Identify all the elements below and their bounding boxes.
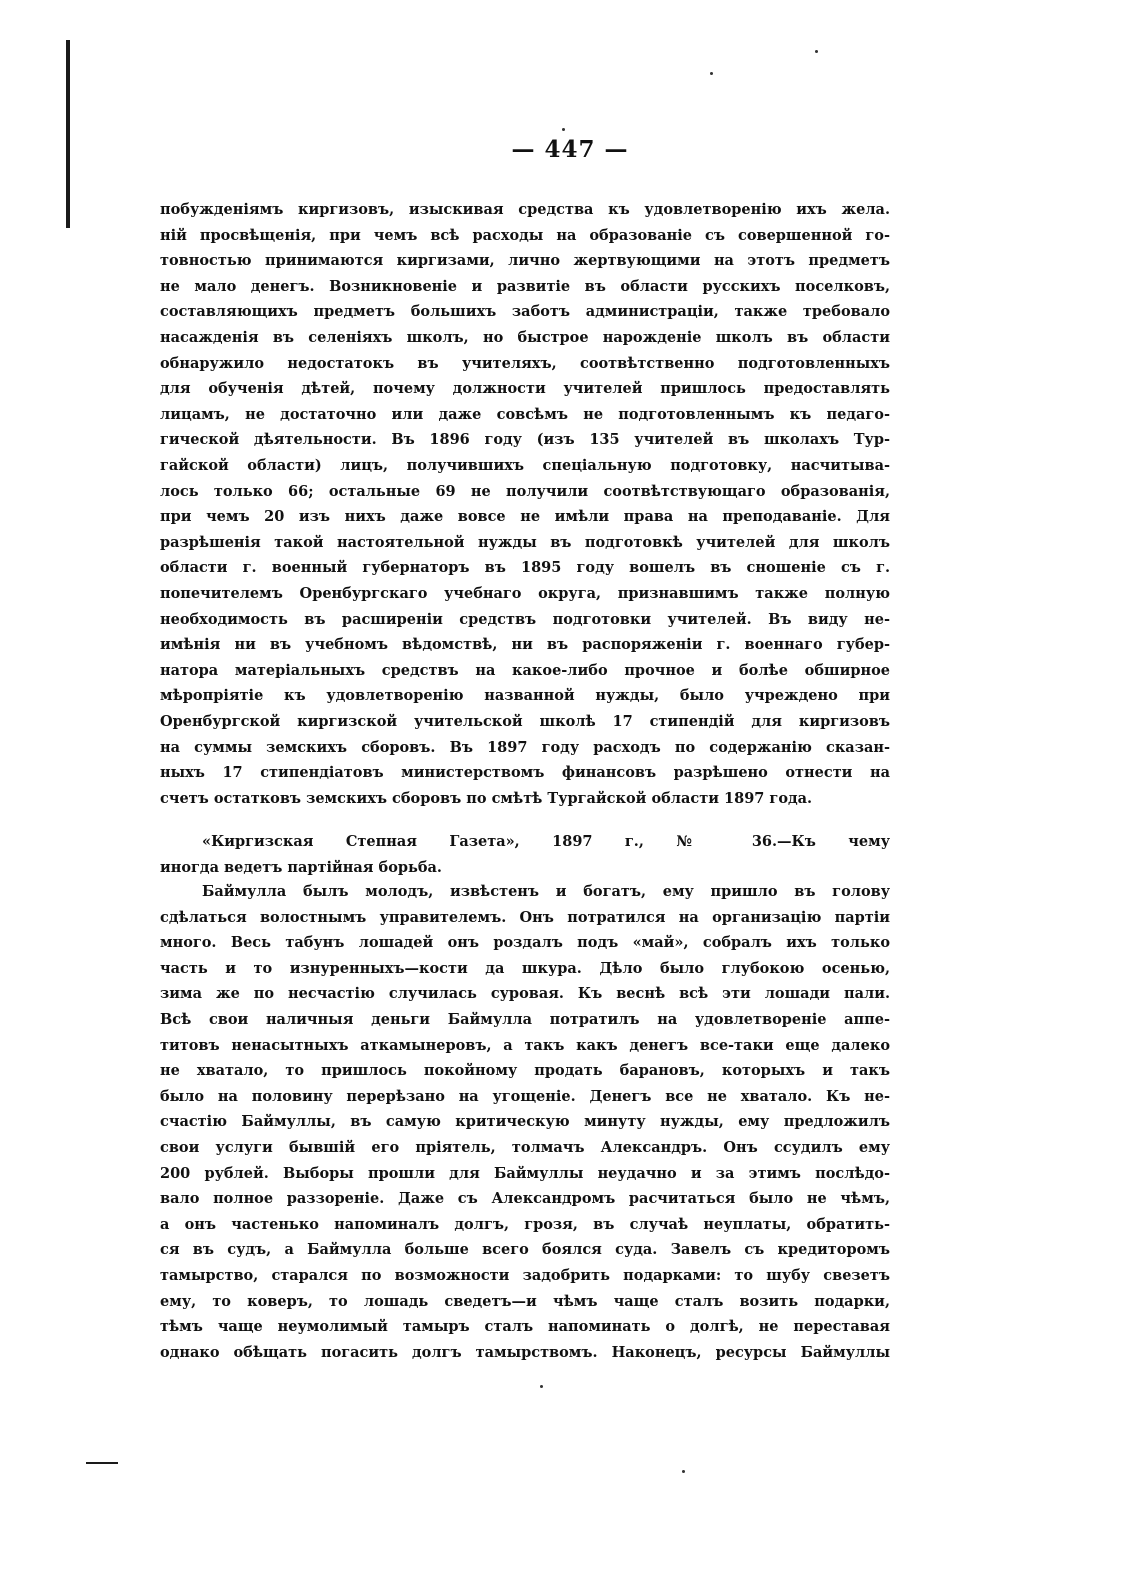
text-line: ній просвѣщенія, при чемъ всѣ расходы на образованіе съ совершенной го-	[160, 226, 890, 244]
text-line: много. Весь табунъ лошадей онъ роздалъ подъ «май», собралъ ихъ только	[160, 934, 890, 952]
text-line: разрѣшенія такой настоятельной нужды въ подготовкѣ учителей для школъ	[160, 533, 890, 551]
text-line: на суммы земскихъ сборовъ. Въ 1897 году расходъ по содержанію сказан-	[160, 738, 890, 756]
text-line: области г. военный губернаторъ въ 1895 году вошелъ въ сношеніе съ г.	[160, 559, 890, 577]
text-line: однако обѣщать погасить долгъ тамырствомъ. Наконецъ, ресурсы Баймуллы	[160, 1343, 890, 1361]
text-line: попечителемъ Оренбургскаго учебнаго округа, признавшимъ также полную	[160, 585, 890, 602]
text-line: обнаружило недостатокъ въ учителяхъ, соотвѣтственно подготовленныхъ	[160, 354, 890, 372]
scan-speck	[540, 1385, 543, 1388]
text-line: ему, то коверъ, то лошадь сведетъ—и чѣмъ чаще сталъ возить подарки,	[160, 1292, 890, 1310]
text-line: счастію Баймуллы, въ самую критическую минуту нужды, ему предложилъ	[160, 1113, 890, 1131]
text-line: титовъ ненасытныхъ аткамынеровъ, а такъ какъ денегъ все-таки еще далеко	[160, 1036, 890, 1054]
text-line: составляющихъ предметъ большихъ заботъ администраціи, также требовало	[160, 303, 890, 321]
text-line: при чемъ 20 изъ нихъ даже вовсе не имѣли права на преподаваніе. Для	[160, 508, 890, 526]
text-line: а онъ частенько напоминалъ долгъ, грозя, въ случаѣ неуплаты, обратить-	[160, 1215, 890, 1233]
margin-rule	[66, 40, 70, 228]
text-line: тѣмъ чаще неумолимый тамыръ сталъ напоминать о долгѣ, не переставая	[160, 1318, 890, 1336]
text-line: тамырство, старался по возможности задобрить подарками: то шубу свезетъ	[160, 1267, 890, 1284]
text-line: часть и то изнуренныхъ—кости да шкура. Дѣло было глубокою осенью,	[160, 959, 890, 977]
text-line: вало полное раззореніе. Даже съ Александромъ расчитаться было не чѣмъ,	[160, 1190, 890, 1208]
scan-speck	[710, 72, 713, 75]
corner-dash	[86, 1462, 118, 1464]
text-line: мѣропріятіе къ удовлетворенію названной нужды, было учреждено при	[160, 687, 890, 705]
text-line: ся въ судъ, а Баймулла больше всего боялся суда. Завелъ съ кредиторомъ	[160, 1241, 890, 1259]
text-line: лицамъ, не достаточно или даже совсѣмъ не подготовленнымъ къ педаго-	[160, 405, 890, 423]
text-line: сдѣлаться волостнымъ управителемъ. Онъ потратился на организацію партіи	[160, 908, 890, 926]
scan-speck	[682, 1470, 685, 1473]
text-line: побужденіямъ киргизовъ, изыскивая средства къ удовлетворенію ихъ жела.	[160, 201, 890, 218]
scan-speck	[562, 128, 565, 131]
page-number: — 447 —	[511, 136, 629, 163]
text-line: необходимость въ расширеніи средствъ подготовки учителей. Въ виду не-	[160, 610, 890, 628]
text-line: гайской области) лицъ, получившихъ спеціальную подготовку, насчитыва-	[160, 457, 890, 474]
text-line: имѣнія ни въ учебномъ вѣдомствѣ, ни въ распоряженіи г. военнаго губер-	[160, 636, 890, 654]
text-line: ныхъ 17 стипендіатовъ министерствомъ финансовъ разрѣшено отнести на	[160, 764, 890, 782]
scan-speck	[815, 50, 818, 53]
text-line: 200 рублей. Выборы прошли для Баймуллы неудачно и за этимъ послѣдо-	[160, 1164, 890, 1182]
text-line: Всѣ свои наличныя деньги Баймулла потратилъ на удовлетвореніе аппе-	[160, 1011, 890, 1028]
text-line: свои услуги бывшій его пріятель, толмачъ Александръ. Онъ ссудилъ ему	[160, 1139, 890, 1156]
text-line: товностью принимаются киргизами, лично жертвующими на этотъ предметъ	[160, 252, 890, 270]
text-line: счетъ остатковъ земскихъ сборовъ по смѣтѣ Тургайской области 1897 года.	[160, 789, 813, 807]
text-line: зима же по несчастію случилась суровая. Къ веснѣ всѣ эти лошади пали.	[160, 985, 890, 1003]
text-line: не хватало, то пришлось покойному продать барановъ, которыхъ и такъ	[160, 1062, 890, 1080]
text-line: для обученія дѣтей, почему должности учителей пришлось предоставлять	[160, 380, 890, 398]
text-line: не мало денегъ. Возникновеніе и развитіе въ области русскихъ поселковъ,	[160, 277, 890, 295]
text-line: иногда ведетъ партійная борьба.	[160, 858, 442, 876]
text-line: насажденія въ селеніяхъ школъ, но быстрое нарожденіе школъ въ области	[160, 329, 890, 346]
text-line: Баймулла былъ молодъ, извѣстенъ и богатъ, ему пришло въ голову	[202, 883, 890, 900]
text-line: лось только 66; остальные 69 не получили соотвѣтствующаго образованія,	[160, 482, 890, 500]
text-line: Оренбургской киргизской учительской школѣ 17 стипендій для киргизовъ	[160, 713, 890, 730]
text-line: натора матеріальныхъ средствъ на какое-либо прочное и болѣе обширное	[160, 661, 890, 679]
text-line: гической дѣятельности. Въ 1896 году (изъ 135 учителей въ школахъ Тур-	[160, 431, 890, 449]
text-line: «Киргизская Степная Газета», 1897 г., № 36.—Къ чему	[202, 833, 890, 850]
text-line: было на половину перерѣзано на угощеніе. Денегъ все не хватало. Къ не-	[160, 1087, 890, 1105]
